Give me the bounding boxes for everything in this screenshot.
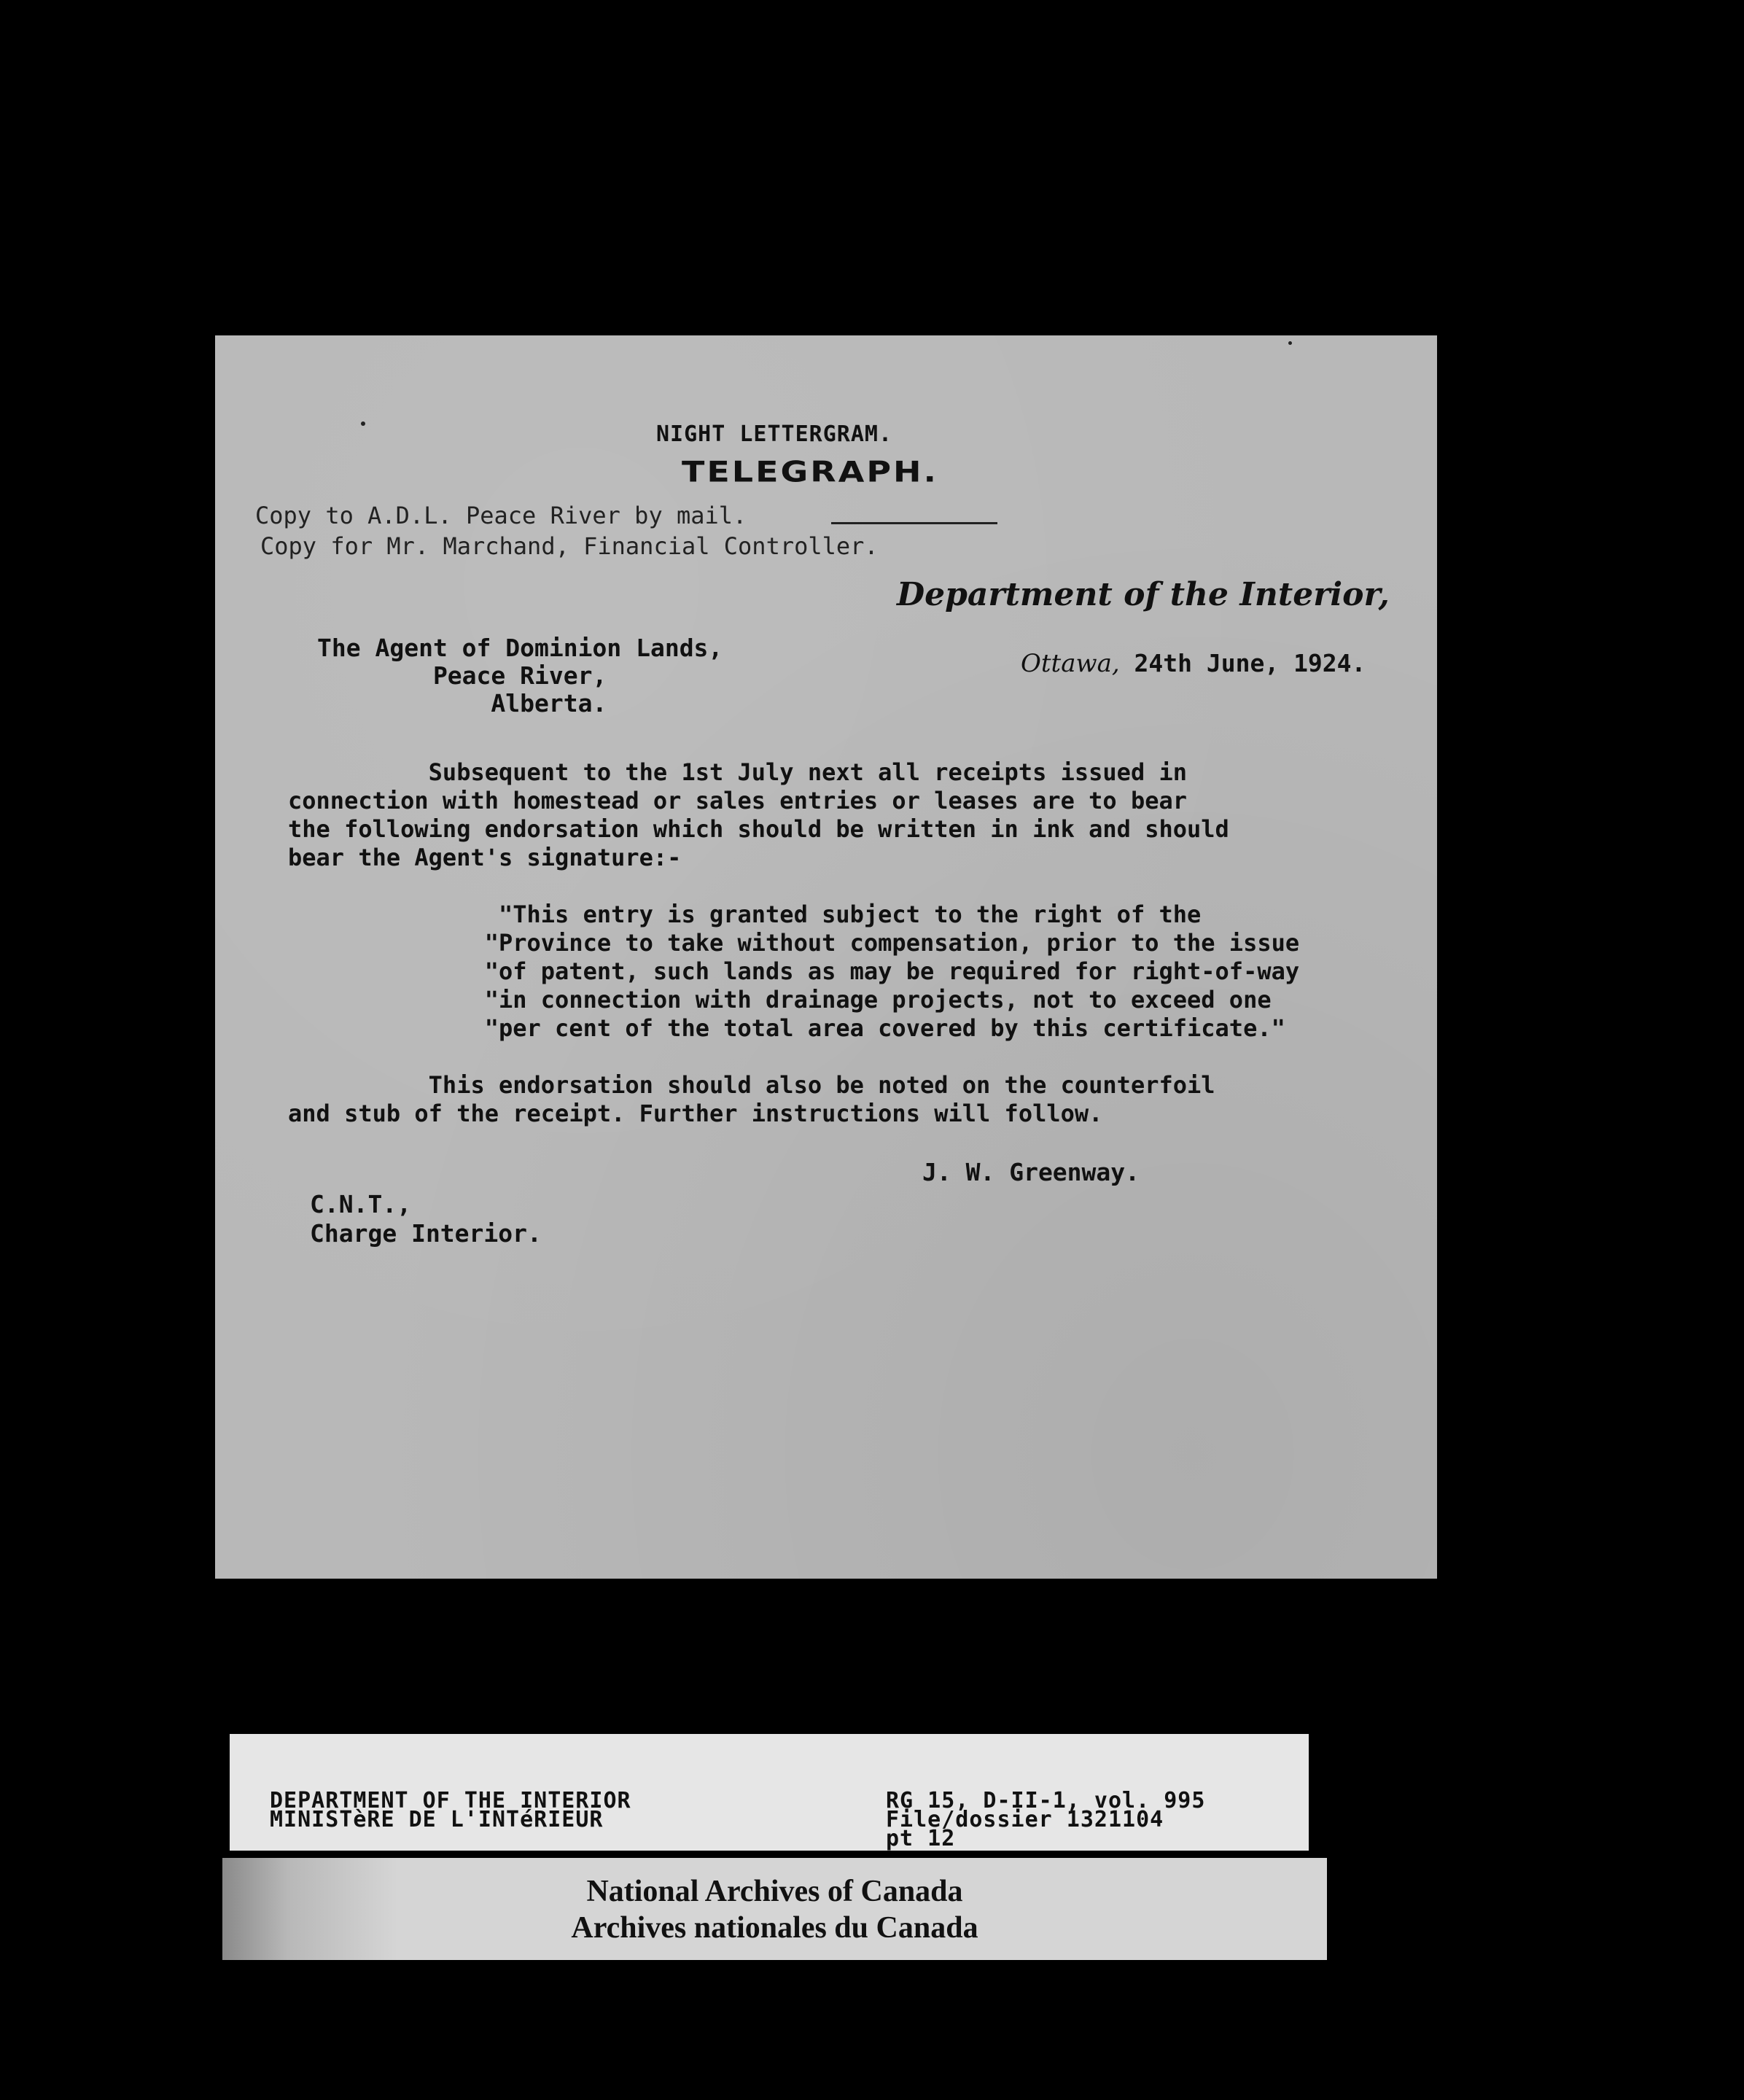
ink-speck <box>361 421 365 426</box>
label-part: pt 12 <box>886 1826 956 1851</box>
banner-english: National Archives of Canada <box>586 1875 963 1908</box>
copy-line-1: Copy to A.D.L. Peace River by mail. <box>255 502 747 529</box>
date-value: 24th June, 1924. <box>1119 649 1366 677</box>
letter-body: Subsequent to the 1st July next all receipts issued in connection with homestead or sales entries or leases are to bear the following endorsation which should be written in ink and should bear the Agent's signature:- "This entry is granted subject to the right of the "Province to take without compensation, prior to the issue "of patent, such lands as may be required for right-of-way "in connection with drainage projects, not to exceed one "per cent of the total area covered by this certificate." This endorsation should also be noted on the counterfoil and stub of the receipt. Further instructions will follow. <box>288 758 1300 1127</box>
copy-underline <box>831 522 997 524</box>
date-line <box>1021 649 1366 678</box>
label-department-en: DEPARTMENT OF THE INTERIOR <box>270 1788 631 1813</box>
label-file-number: File/dossier 1321104 <box>886 1807 1164 1832</box>
charge-line: C.N.T., Charge Interior. <box>310 1190 542 1248</box>
national-archives-banner <box>222 1858 1327 1960</box>
telegram-document <box>215 335 1437 1579</box>
label-record-group: RG 15, D-II-1, vol. 995 <box>886 1788 1206 1813</box>
recipient-address: The Agent of Dominion Lands, Peace River, Alberta. <box>317 634 723 718</box>
label-department-fr: MINISTèRE DE L'INTéRIEUR <box>270 1807 604 1832</box>
banner-french: Archives nationales du Canada <box>571 1911 978 1945</box>
archive-reference-label <box>230 1734 1309 1851</box>
department-heading: Department of the Interior, <box>897 576 1390 613</box>
ink-speck <box>1288 341 1292 345</box>
signature: J. W. Greenway. <box>922 1158 1140 1186</box>
header-telegraph: TELEGRAPH. <box>682 455 938 489</box>
header-night-lettergram: NIGHT LETTERGRAM. <box>656 421 893 447</box>
date-city: Ottawa, <box>1021 649 1120 678</box>
copy-line-2: Copy for Mr. Marchand, Financial Controller. <box>260 532 879 560</box>
